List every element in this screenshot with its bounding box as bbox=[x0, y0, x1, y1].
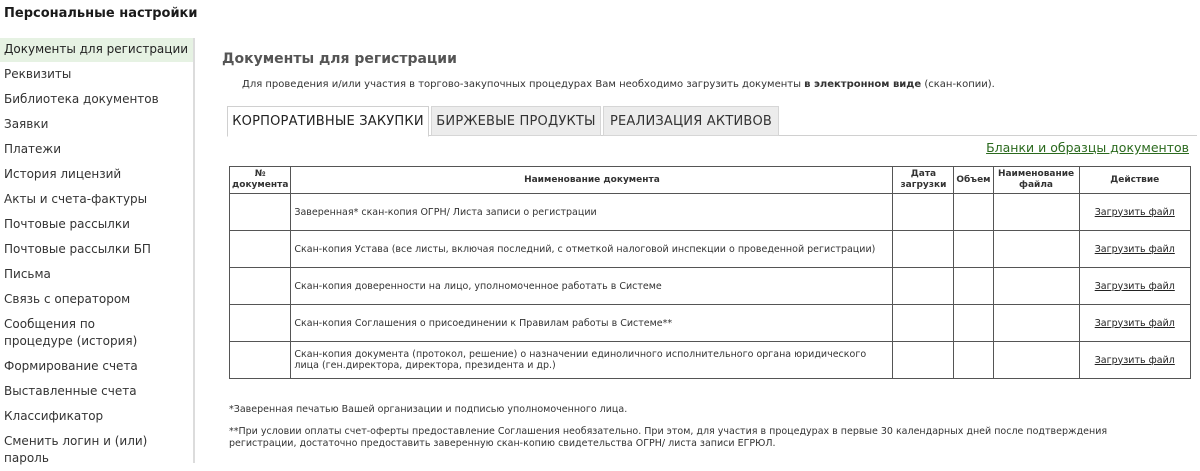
sidebar-item-payments[interactable]: Платежи bbox=[4, 142, 62, 156]
cell-date bbox=[893, 268, 954, 305]
sidebar-item-acts-invoices[interactable]: Акты и счета-фактуры bbox=[4, 192, 148, 206]
col-header-date: Дата загрузки bbox=[893, 167, 954, 194]
table-header-row bbox=[230, 167, 1191, 194]
cell-date bbox=[893, 305, 954, 342]
col-header-number: № документа bbox=[230, 167, 291, 194]
sidebar-item-contact-operator[interactable]: Связь с оператором bbox=[4, 292, 131, 306]
sidebar-item-mailings-bp[interactable]: Почтовые рассылки БП bbox=[4, 242, 151, 256]
cell-date bbox=[893, 194, 954, 231]
cell-action bbox=[1079, 194, 1191, 231]
footnote-agreement: **При условии оплаты счет-оферты предоставление Соглашения необязательно. При этом, для участия в процедурах в первые 30 календарных дней после подтверждения регистрации, достаточно предоставить заверенную скан-копию свидетельства ОГРН/ листа записи ЕГРЮЛ. bbox=[229, 426, 1108, 449]
cell-size bbox=[954, 305, 993, 342]
cell-size bbox=[954, 194, 993, 231]
tab-bar bbox=[227, 106, 1197, 136]
forms-templates-link[interactable]: Бланки и образцы документов bbox=[986, 140, 1189, 155]
upload-file-link[interactable]: Загрузить файл bbox=[1094, 354, 1175, 366]
sidebar-item-document-library[interactable]: Библиотека документов bbox=[4, 92, 159, 106]
sidebar-item-issued-invoices[interactable]: Выставленные счета bbox=[4, 384, 137, 398]
cell-filename bbox=[993, 268, 1079, 305]
intro-text-part: Для проведения и/или участия в торгово-закупочных процедурах Вам необходимо загрузить документы bbox=[242, 79, 805, 90]
upload-file-link[interactable]: Загрузить файл bbox=[1094, 280, 1175, 292]
table-row bbox=[230, 305, 1191, 342]
sidebar bbox=[0, 38, 195, 463]
table-row bbox=[230, 268, 1191, 305]
tab-corporate-purchases[interactable]: КОРПОРАТИВНЫЕ ЗАКУПКИ bbox=[227, 106, 429, 137]
footnote-certified: *Заверенная печатью Вашей организации и подписью уполномоченного лица. bbox=[229, 404, 628, 415]
section-title: Документы для регистрации bbox=[222, 51, 457, 67]
sidebar-item-invoice-creation[interactable]: Формирование счета bbox=[4, 359, 138, 373]
sidebar-item-letters[interactable]: Письма bbox=[4, 267, 51, 281]
intro-text-end: (скан-копии). bbox=[921, 79, 995, 90]
intro-text-bold: в электронном виде bbox=[804, 79, 922, 90]
intro-text bbox=[242, 79, 995, 90]
cell-action bbox=[1079, 231, 1191, 268]
sidebar-item-change-login[interactable]: Сменить логин и (или) пароль bbox=[4, 434, 148, 465]
col-header-name: Наименование документа bbox=[291, 167, 893, 194]
cell-number bbox=[230, 342, 291, 379]
cell-number bbox=[230, 231, 291, 268]
cell-filename bbox=[993, 194, 1079, 231]
sidebar-item-classifier[interactable]: Классификатор bbox=[4, 409, 104, 423]
sidebar-item-procedure-messages[interactable]: Сообщения по процедуре (история) bbox=[4, 317, 138, 348]
upload-file-link[interactable]: Загрузить файл bbox=[1094, 317, 1175, 329]
cell-filename bbox=[993, 231, 1079, 268]
cell-action bbox=[1079, 342, 1191, 379]
sidebar-item-mailings[interactable]: Почтовые рассылки bbox=[4, 217, 130, 231]
cell-number bbox=[230, 268, 291, 305]
cell-size bbox=[954, 268, 993, 305]
tab-exchange-products[interactable]: БИРЖЕВЫЕ ПРОДУКТЫ bbox=[431, 106, 601, 136]
tab-asset-sales[interactable]: РЕАЛИЗАЦИЯ АКТИВОВ bbox=[603, 106, 779, 136]
cell-action bbox=[1079, 268, 1191, 305]
cell-size bbox=[954, 342, 993, 379]
sidebar-item-license-history[interactable]: История лицензий bbox=[4, 167, 122, 181]
cell-action bbox=[1079, 305, 1191, 342]
cell-doc-name: Заверенная* скан-копия ОГРН/ Листа записи о регистрации bbox=[291, 194, 893, 231]
sidebar-item-requisites[interactable]: Реквизиты bbox=[4, 67, 72, 81]
cell-doc-name: Скан-копия Соглашения о присоединении к Правилам работы в Системе** bbox=[291, 305, 893, 342]
sidebar-item-applications[interactable]: Заявки bbox=[4, 117, 49, 131]
table-row bbox=[230, 342, 1191, 379]
cell-doc-name: Скан-копия доверенности на лицо, уполномоченное работать в Системе bbox=[291, 268, 893, 305]
table-row bbox=[230, 194, 1191, 231]
cell-number bbox=[230, 194, 291, 231]
upload-file-link[interactable]: Загрузить файл bbox=[1094, 206, 1175, 218]
col-header-action: Действие bbox=[1079, 167, 1191, 194]
cell-date bbox=[893, 342, 954, 379]
main-content bbox=[222, 0, 1197, 463]
sidebar-item-registration-docs[interactable]: Документы для регистрации bbox=[0, 38, 193, 62]
cell-doc-name: Скан-копия Устава (все листы, включая последний, с отметкой налоговой инспекции о проведенной регистрации) bbox=[291, 231, 893, 268]
cell-doc-name: Скан-копия документа (протокол, решение) о назначении единоличного исполнительного органа юридического лица (ген.директора, директора, президента и др.) bbox=[291, 342, 893, 379]
documents-table bbox=[229, 166, 1191, 379]
cell-number bbox=[230, 305, 291, 342]
cell-filename bbox=[993, 305, 1079, 342]
page-title: Персональные настройки bbox=[4, 6, 198, 21]
table-row bbox=[230, 231, 1191, 268]
col-header-filename: Наименование файла bbox=[993, 167, 1079, 194]
col-header-size: Объем bbox=[954, 167, 993, 194]
cell-filename bbox=[993, 342, 1079, 379]
cell-size bbox=[954, 231, 993, 268]
cell-date bbox=[893, 231, 954, 268]
upload-file-link[interactable]: Загрузить файл bbox=[1094, 243, 1175, 255]
